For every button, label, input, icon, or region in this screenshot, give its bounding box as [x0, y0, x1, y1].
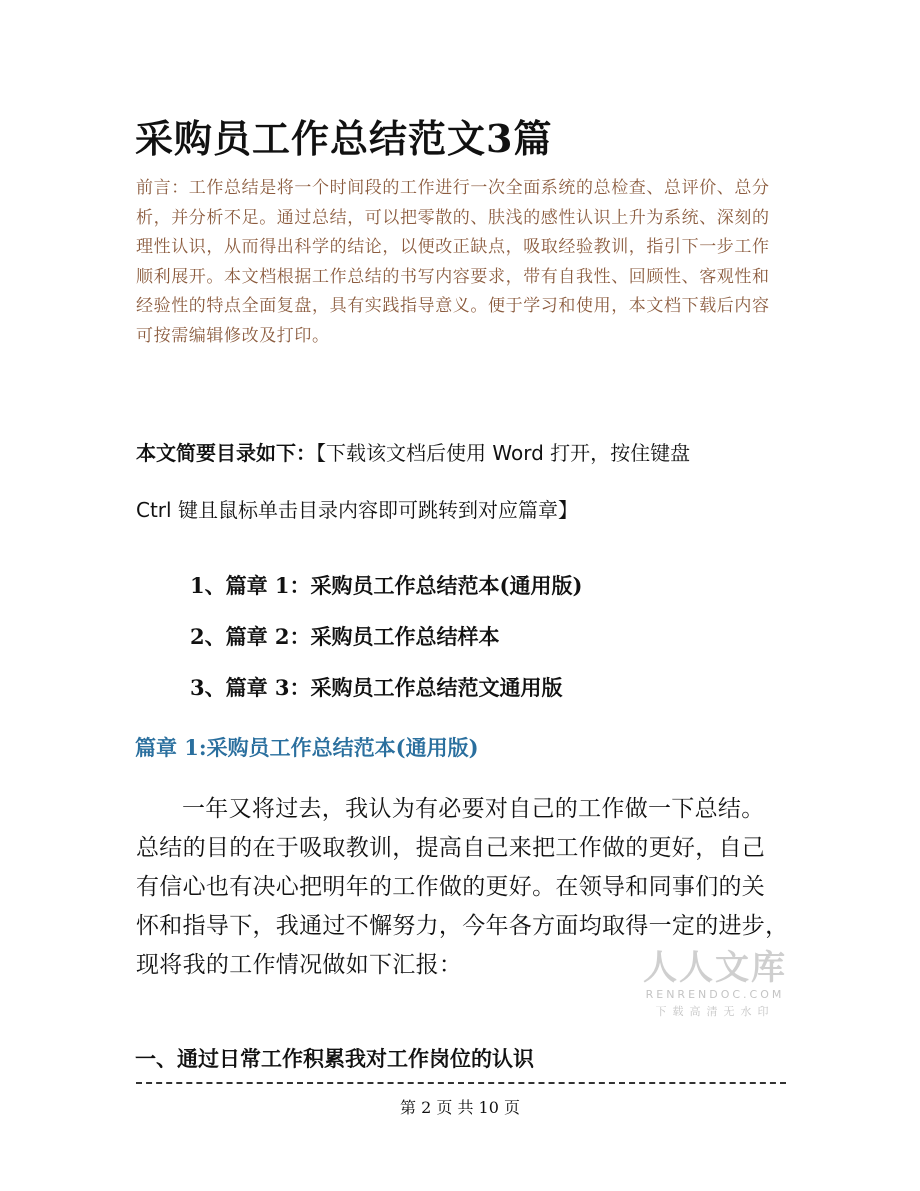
toc-item-chapter-3[interactable]: 3、篇章 3：采购员工作总结范文通用版	[190, 675, 563, 700]
body-line: 一年又将过去，我认为有必要对自己的工作做一下总结。	[182, 796, 765, 822]
toc-intro-note: 【下载该文档后使用 Word 打开，按住键盘	[316, 441, 691, 465]
page-divider	[136, 1082, 786, 1084]
toc-intro-label: 本文简要目录如下：	[136, 441, 316, 465]
preface-line: 顺利展开。本文档根据工作总结的书写内容要求，带有自我性、回顾性、客观性和	[136, 266, 770, 287]
body-line: 现将我的工作情况做如下汇报：	[136, 952, 463, 978]
preface-paragraph	[136, 174, 796, 351]
body-line: 有信心也有决心把明年的工作做的更好。在领导和同事们的关	[136, 874, 766, 900]
preface-line: 可按需编辑修改及打印。	[136, 325, 330, 346]
body-line: 总结的目的在于吸取教训，提高自己来把工作做的更好，自己	[136, 835, 766, 861]
body-line: 怀和指导下，我通过不懈努力，今年各方面均取得一定的进步，	[136, 913, 789, 939]
toc-intro-note-line: Ctrl 键且鼠标单击目录内容即可跳转到对应篇章】	[136, 498, 578, 522]
toc-intro-line	[136, 437, 690, 466]
page-number-footer: 第 2 页 共 10 页	[400, 1098, 520, 1117]
table-of-contents	[190, 560, 582, 713]
watermark-logo	[640, 948, 790, 1019]
watermark-url: RENRENDOC.COM	[645, 988, 785, 1001]
preface-line: 前言：工作总结是将一个时间段的工作进行一次全面系统的总检查、总评价、总分	[136, 178, 770, 198]
watermark-slogan: 下载高清无水印	[655, 1005, 775, 1018]
toc-item-chapter-2[interactable]: 2、篇章 2：采购员工作总结样本	[190, 624, 500, 649]
chapter-heading: 篇章 1:采购员工作总结范本(通用版)	[135, 735, 479, 760]
section-heading: 一、通过日常工作积累我对工作岗位的认识	[135, 1047, 534, 1071]
watermark-title: 人人文库	[643, 948, 787, 988]
document-title: 采购员工作总结范文3篇	[135, 116, 553, 161]
preface-line: 析，并分析不足。通过总结，可以把零散的、肤浅的感性认识上升为系统、深刻的	[136, 207, 770, 228]
toc-item-chapter-1[interactable]: 1、篇章 1：采购员工作总结范本(通用版)	[190, 573, 583, 598]
preface-line: 经验性的特点全面复盘，具有实践指导意义。便于学习和使用，本文档下载后内容	[136, 296, 770, 316]
preface-line: 理性认识，从而得出科学的结论，以便改正缺点，吸取经验教训，指引下一步工作	[136, 237, 770, 257]
